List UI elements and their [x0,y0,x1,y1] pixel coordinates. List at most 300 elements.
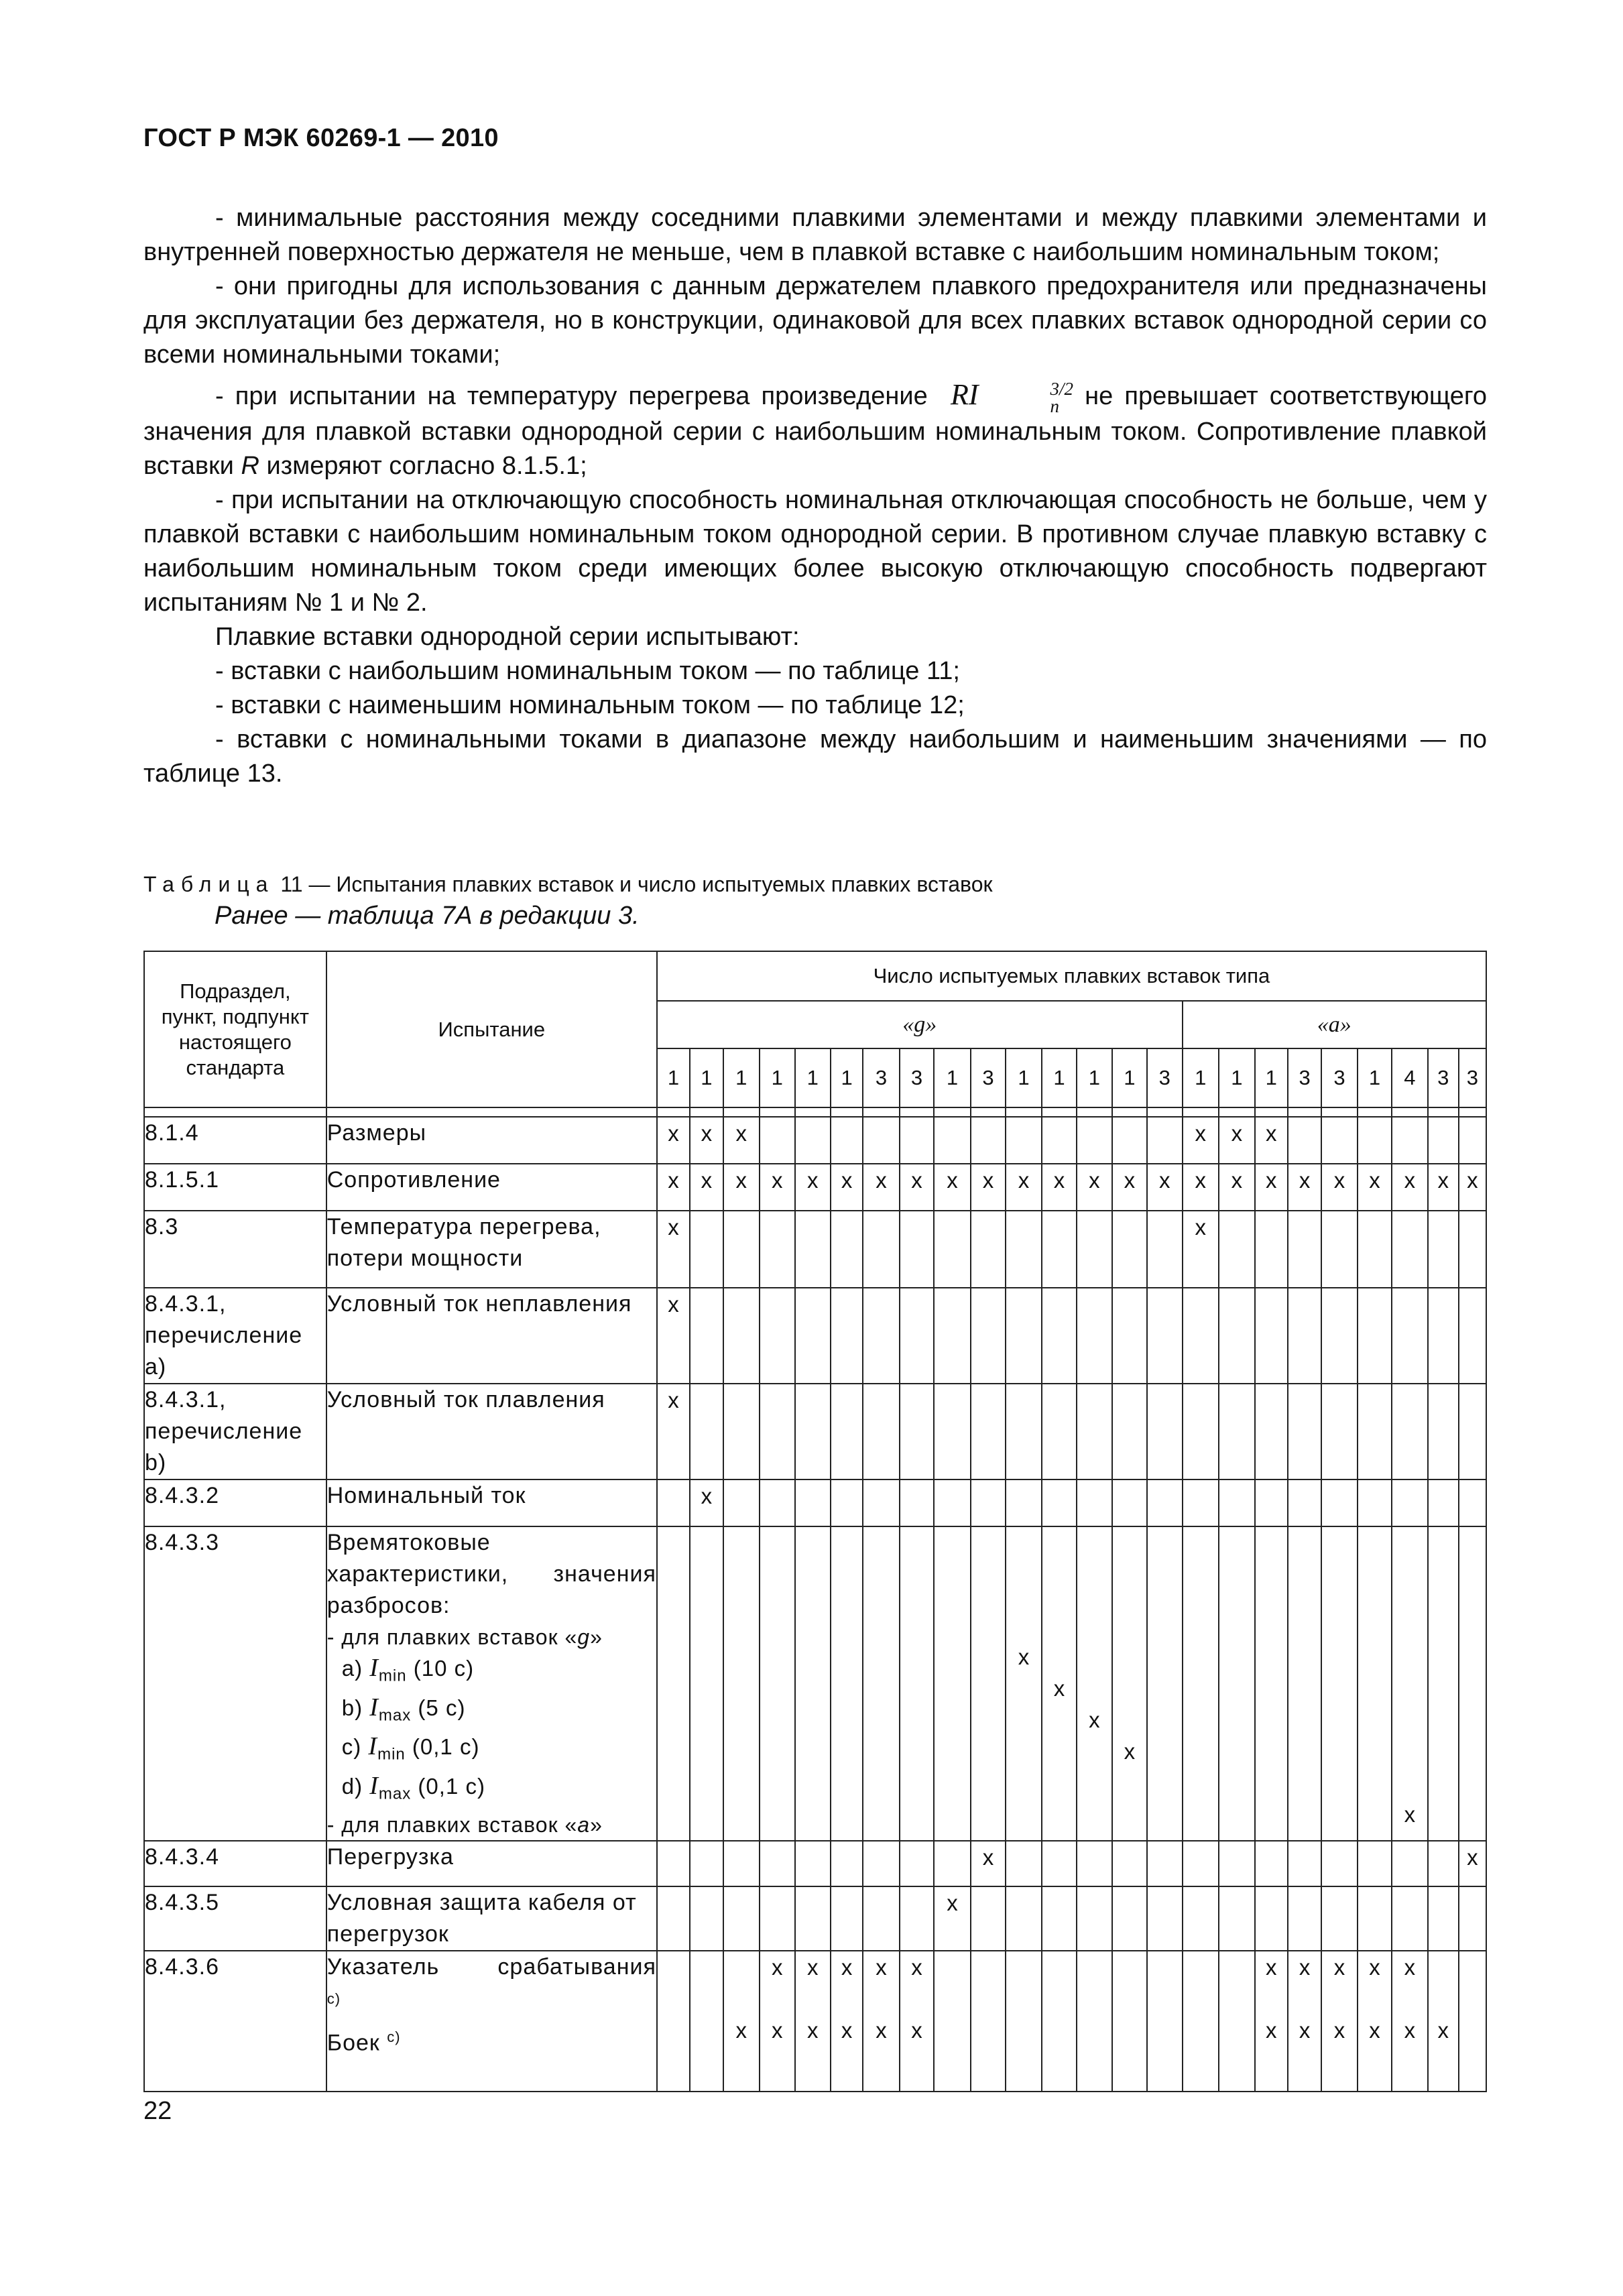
count-cell: 3 [1147,1048,1182,1107]
mark-cell [760,1384,794,1479]
mark-cell [831,1288,863,1384]
mark-cell: x [1183,1164,1219,1211]
mark-cell [723,1211,760,1288]
mark-cell [690,1886,723,1951]
paragraph: - при испытании на отключающую способность номинальная отключающая способность не больше, чем у плавкой вставки с наибольшим номинальным током однородной серии. В противном случае плавкую вставку с наибольшим номинальным током среди имеющих более высокую отключающую способность подвергают испытаниям № 1 и № 2. [143,485,1487,617]
mark-cell: x [863,1164,900,1211]
mark-cell [723,1886,760,1951]
mark-cell [1112,1841,1147,1886]
table-row [144,1211,1486,1288]
table-row [144,1384,1486,1479]
mark-cell: x [971,1164,1006,1211]
mark-cell [690,1288,723,1384]
mark-cell [1321,1479,1358,1526]
mark-cell [900,1384,934,1479]
table-row [144,1117,1486,1164]
count-cell: 1 [934,1048,971,1107]
mark-cell: x x [1255,1951,1288,2092]
mark-cell [1288,1479,1321,1526]
mark-cell [831,1479,863,1526]
mark-cell [831,1526,863,1841]
mark-cell [1321,1841,1358,1886]
section-cell: 8.3 [144,1211,326,1288]
mark-cell [657,1841,690,1886]
mark-cell: x x [760,1951,794,2092]
mark-cell [934,1479,971,1526]
mark-cell: x [1219,1164,1255,1211]
mark-cell: x [723,1164,760,1211]
mark-cell: x [690,1479,723,1526]
mark-cell [1183,1886,1219,1951]
mark-cell: x [690,1164,723,1211]
mark-cell [795,1526,831,1841]
section-cell: 8.4.3.4 [144,1841,326,1886]
mark-cell: x [1459,1841,1486,1886]
mark-cell: x [795,1164,831,1211]
mark-cell: x [900,1164,934,1211]
mark-cell [1392,1384,1428,1479]
mark-cell [1042,1841,1077,1886]
mark-cell: x [934,1886,971,1951]
document-header: ГОСТ Р МЭК 60269-1 — 2010 [143,124,499,152]
mark-cell [1255,1886,1288,1951]
mark-cell [1042,1384,1077,1479]
mark-cell: x [1321,1164,1358,1211]
test-cell: Условный ток неплавления [326,1288,657,1384]
count-cell: 3 [1459,1048,1486,1107]
mark-cell [760,1886,794,1951]
count-cell: 1 [795,1048,831,1107]
mark-cell [900,1211,934,1288]
count-cell: 3 [863,1048,900,1107]
header-test: Испытание [326,951,657,1107]
count-cell: 3 [1428,1048,1459,1107]
mark-cell [1358,1841,1392,1886]
mark-cell: x [1077,1526,1111,1841]
mark-cell: x [760,1164,794,1211]
mark-cell [1459,1211,1486,1288]
section-cell: 8.4.3.2 [144,1479,326,1526]
mark-cell: x x [1358,1951,1392,2092]
test-cell: Размеры [326,1117,657,1164]
mark-cell [1147,1384,1182,1479]
count-cell: 3 [1321,1048,1358,1107]
mark-cell [1077,1288,1111,1384]
test-cell: Условная защита кабеля от перегрузок [326,1886,657,1951]
mark-cell [934,1951,971,2092]
mark-cell [1183,1526,1219,1841]
mark-cell [1255,1479,1288,1526]
mark-cell [1358,1288,1392,1384]
mark-cell [863,1288,900,1384]
mark-cell [1006,1886,1042,1951]
mark-cell [900,1886,934,1951]
test-cell: Температура перегрева, потери мощности [326,1211,657,1288]
mark-cell: x [657,1384,690,1479]
mark-cell [1288,1117,1321,1164]
mark-cell [1219,1951,1255,2092]
count-cell: 1 [1183,1048,1219,1107]
mark-cell [1006,1211,1042,1288]
mark-cell [1428,1886,1459,1951]
mark-cell [760,1479,794,1526]
page-number: 22 [143,2097,172,2125]
test-cell: Перегрузка [326,1841,657,1886]
mark-cell: x [1147,1164,1182,1211]
mark-cell [1042,1886,1077,1951]
mark-cell: x x [1392,1951,1428,2092]
mark-cell: x [1183,1117,1219,1164]
mark-cell [1392,1841,1428,1886]
mark-cell [1077,1841,1111,1886]
mark-cell [1006,1479,1042,1526]
mark-cell [1428,1479,1459,1526]
mark-cell [934,1841,971,1886]
mark-cell [1183,1288,1219,1384]
mark-cell [1321,1117,1358,1164]
mark-cell [1459,1384,1486,1479]
mark-cell [1077,1117,1111,1164]
mark-cell: x [1288,1164,1321,1211]
mark-cell [1428,1117,1459,1164]
formula: RI 3/2 n [951,378,1074,416]
mark-cell: x [1255,1117,1288,1164]
mark-cell [690,1384,723,1479]
mark-cell: x [690,1117,723,1164]
paragraph: Плавкие вставки однородной серии испытывают: [215,622,800,651]
mark-cell [1006,1951,1042,2092]
table-subcaption: Ранее — таблица 7А в редакции 3. [215,902,640,930]
mark-cell [971,1384,1006,1479]
mark-cell: x [1428,1164,1459,1211]
mark-cell [690,1951,723,2092]
mark-cell [723,1479,760,1526]
count-cell: 1 [690,1048,723,1107]
mark-cell [1358,1526,1392,1841]
section-cell: 8.4.3.3 [144,1526,326,1841]
mark-cell [1288,1384,1321,1479]
mark-cell [900,1117,934,1164]
mark-cell [1459,1288,1486,1384]
mark-cell [1255,1211,1288,1288]
mark-cell [1288,1886,1321,1951]
mark-cell [1219,1211,1255,1288]
mark-cell: x [1112,1526,1147,1841]
mark-cell [1147,1886,1182,1951]
mark-cell: x [971,1841,1006,1886]
mark-cell [1358,1479,1392,1526]
mark-cell [971,1288,1006,1384]
mark-cell [1219,1886,1255,1951]
mark-cell: x [1183,1211,1219,1288]
mark-cell: x [1077,1164,1111,1211]
mark-cell [1255,1526,1288,1841]
table-row [144,1164,1486,1211]
mark-cell [831,1886,863,1951]
mark-cell [1183,1479,1219,1526]
mark-cell [1428,1841,1459,1886]
test-cell: Номинальный ток [326,1479,657,1526]
mark-cell [760,1211,794,1288]
mark-cell [863,1479,900,1526]
count-cell: 1 [1006,1048,1042,1107]
mark-cell [1077,1479,1111,1526]
mark-cell [760,1288,794,1384]
formula-paragraph: - при испытании на температуру перегрева произведение RI 3/2 n не превышает соответствующего значения для плавкой вставки однородной серии с наибольшим номинальным током. Сопротивление плавкой вставки R измеряют согласно 8.1.5.1; [143,378,1488,480]
mark-cell [1392,1117,1428,1164]
section-cell: 8.4.3.1, перечисление b) [144,1384,326,1479]
count-cell: 1 [1255,1048,1288,1107]
mark-cell [1255,1288,1288,1384]
mark-cell [1112,1479,1147,1526]
mark-cell: x [831,1164,863,1211]
mark-cell: x [1112,1164,1147,1211]
mark-cell: x [1255,1164,1288,1211]
mark-cell [723,1526,760,1841]
table-row [144,1841,1486,1886]
mark-cell [795,1211,831,1288]
mark-cell: x x [1321,1951,1358,2092]
mark-cell [971,1479,1006,1526]
mark-cell [934,1384,971,1479]
table-row [144,1288,1486,1384]
mark-cell [1358,1117,1392,1164]
mark-cell [971,1951,1006,2092]
mark-cell [1428,1526,1459,1841]
mark-cell [1042,1288,1077,1384]
mark-cell [1077,1886,1111,1951]
mark-cell: x [657,1288,690,1384]
mark-cell: x [1459,1164,1486,1211]
mark-cell: x [657,1164,690,1211]
header-separator [144,1107,1486,1117]
table-row [144,1951,1486,2092]
test-cell: Указатель срабатывания $^{с)}$ Боек $^{с)}$ [326,1951,657,2092]
mark-cell [1042,1117,1077,1164]
mark-cell [1459,1951,1486,2092]
mark-cell [1392,1288,1428,1384]
mark-cell [1147,1526,1182,1841]
count-cell: 3 [900,1048,934,1107]
table-row [144,1886,1486,1951]
mark-cell [1042,1211,1077,1288]
mark-cell [723,1841,760,1886]
mark-cell [1006,1288,1042,1384]
mark-cell [1428,1288,1459,1384]
mark-cell [1147,1288,1182,1384]
mark-cell: x [1042,1164,1077,1211]
count-cell: 3 [971,1048,1006,1107]
body-text [143,201,1487,791]
mark-cell [1183,1841,1219,1886]
mark-cell [900,1841,934,1886]
mark-cell [1112,1211,1147,1288]
mark-cell [795,1288,831,1384]
section-cell: 8.1.4 [144,1117,326,1164]
section-cell: 8.4.3.1, перечисление а) [144,1288,326,1384]
mark-cell [1147,1479,1182,1526]
mark-cell [1042,1951,1077,2092]
mark-cell [1183,1384,1219,1479]
mark-cell: x x [1288,1951,1321,2092]
mark-cell [934,1526,971,1841]
mark-cell [760,1841,794,1886]
mark-cell [863,1841,900,1886]
mark-cell [863,1117,900,1164]
mark-cell [1428,1384,1459,1479]
mark-cell: x [934,1164,971,1211]
mark-cell [1321,1886,1358,1951]
mark-cell [971,1526,1006,1841]
mark-cell: x x [900,1951,934,2092]
mark-cell: x [1006,1164,1042,1211]
mark-cell [831,1841,863,1886]
mark-cell [1255,1841,1288,1886]
mark-cell: x [1042,1526,1077,1841]
mark-cell [1219,1479,1255,1526]
mark-cell [1459,1886,1486,1951]
mark-cell [657,1479,690,1526]
mark-cell [1077,1211,1111,1288]
mark-cell [900,1288,934,1384]
mark-cell [1077,1951,1111,2092]
mark-cell [1255,1384,1288,1479]
mark-cell: x [723,1117,760,1164]
mark-cell [1392,1479,1428,1526]
mark-cell [1288,1288,1321,1384]
mark-cell [863,1211,900,1288]
header-count-group: Число испытуемых плавких вставок типа [657,951,1486,1001]
mark-cell: x [1006,1526,1042,1841]
mark-cell [1112,1886,1147,1951]
mark-cell: x [657,1211,690,1288]
mark-cell: x x [863,1951,900,2092]
mark-cell [760,1526,794,1841]
mark-cell [723,1384,760,1479]
test-table [143,951,1487,2092]
mark-cell [1147,1951,1182,2092]
mark-cell [690,1526,723,1841]
mark-cell [1288,1841,1321,1886]
mark-cell: x [1392,1164,1428,1211]
paragraph: - вставки с наименьшим номинальным током — по таблице 12; [215,690,965,719]
mark-cell [1219,1384,1255,1479]
mark-cell [1147,1117,1182,1164]
mark-cell [971,1211,1006,1288]
table-row [144,1526,1486,1841]
mark-cell [934,1211,971,1288]
count-cell: 1 [760,1048,794,1107]
mark-cell [1321,1211,1358,1288]
mark-cell [795,1479,831,1526]
mark-cell [1459,1117,1486,1164]
mark-cell: x [657,1117,690,1164]
mark-cell [1219,1841,1255,1886]
mark-cell [863,1384,900,1479]
mark-cell [934,1117,971,1164]
header-section: Подраздел, пункт, подпункт настоящего стандарта [144,951,326,1107]
count-cell: 4 [1392,1048,1428,1107]
mark-cell: x [1219,1117,1255,1164]
mark-cell [831,1117,863,1164]
section-cell: 8.4.3.5 [144,1886,326,1951]
mark-cell [1459,1479,1486,1526]
table-caption: Таблица 11 — Испытания плавких вставок и число испытуемых плавких вставок [143,872,993,896]
paragraph: - вставки с наибольшим номинальным током — по таблице 11; [215,656,960,685]
mark-cell [1288,1211,1321,1288]
mark-cell [723,1288,760,1384]
mark-cell [1358,1886,1392,1951]
mark-cell [971,1886,1006,1951]
mark-cell: x [1428,1951,1459,2092]
mark-cell [1392,1211,1428,1288]
paragraph: - вставки с номинальными токами в диапазоне между наибольшим и наименьшим значениями — по таблице 13. [143,725,1487,788]
mark-cell: x [723,1951,760,2092]
mark-cell [1006,1841,1042,1886]
count-cell: 1 [657,1048,690,1107]
mark-cell [1112,1288,1147,1384]
mark-cell [900,1479,934,1526]
mark-cell [863,1886,900,1951]
mark-cell: x x [795,1951,831,2092]
count-cell: 1 [1112,1048,1147,1107]
test-cell: Времятоковые характеристики, значения разбросов: - для плавких вставок «g» a) $I_{min}$ (10 с) b) $I_{max}$ (5 с) c) $I_{min}$ (0,1 с) d) $I_{max}$ (0,1 с) - для плавких вставок «a» [326,1526,657,1841]
count-cell: 3 [1288,1048,1321,1107]
mark-cell [971,1117,1006,1164]
mark-cell [1042,1479,1077,1526]
mark-cell [1006,1384,1042,1479]
mark-cell [1147,1211,1182,1288]
mark-cell [1183,1951,1219,2092]
mark-cell [657,1526,690,1841]
mark-cell [831,1211,863,1288]
mark-cell [1219,1526,1255,1841]
mark-cell: x [1358,1164,1392,1211]
mark-cell [1288,1526,1321,1841]
mark-cell [690,1841,723,1886]
mark-cell [1428,1211,1459,1288]
mark-cell [1147,1841,1182,1886]
mark-cell [657,1951,690,2092]
mark-cell [690,1211,723,1288]
mark-cell [1321,1526,1358,1841]
mark-cell [795,1886,831,1951]
mark-cell [1006,1117,1042,1164]
mark-cell [795,1117,831,1164]
mark-cell [795,1841,831,1886]
count-cell: 1 [831,1048,863,1107]
mark-cell [831,1384,863,1479]
section-cell: 8.1.5.1 [144,1164,326,1211]
mark-cell [1112,1951,1147,2092]
test-cell: Условный ток плавления [326,1384,657,1479]
mark-cell [1392,1886,1428,1951]
mark-cell [760,1117,794,1164]
mark-cell: x [1392,1526,1428,1841]
mark-cell [863,1526,900,1841]
mark-cell [1321,1384,1358,1479]
mark-cell [900,1526,934,1841]
table-row [144,1479,1486,1526]
test-cell: Сопротивление [326,1164,657,1211]
mark-cell [1219,1288,1255,1384]
count-cell: 1 [1219,1048,1255,1107]
header-type-g: «g» [657,1001,1183,1048]
mark-cell: x x [831,1951,863,2092]
mark-cell [1358,1211,1392,1288]
mark-cell [795,1384,831,1479]
paragraph: - минимальные расстояния между соседними плавкими элементами и между плавкими элементами и внутренней поверхностью держателя не меньше, чем в плавкой вставке с наибольшим номинальным током; [143,204,1487,266]
